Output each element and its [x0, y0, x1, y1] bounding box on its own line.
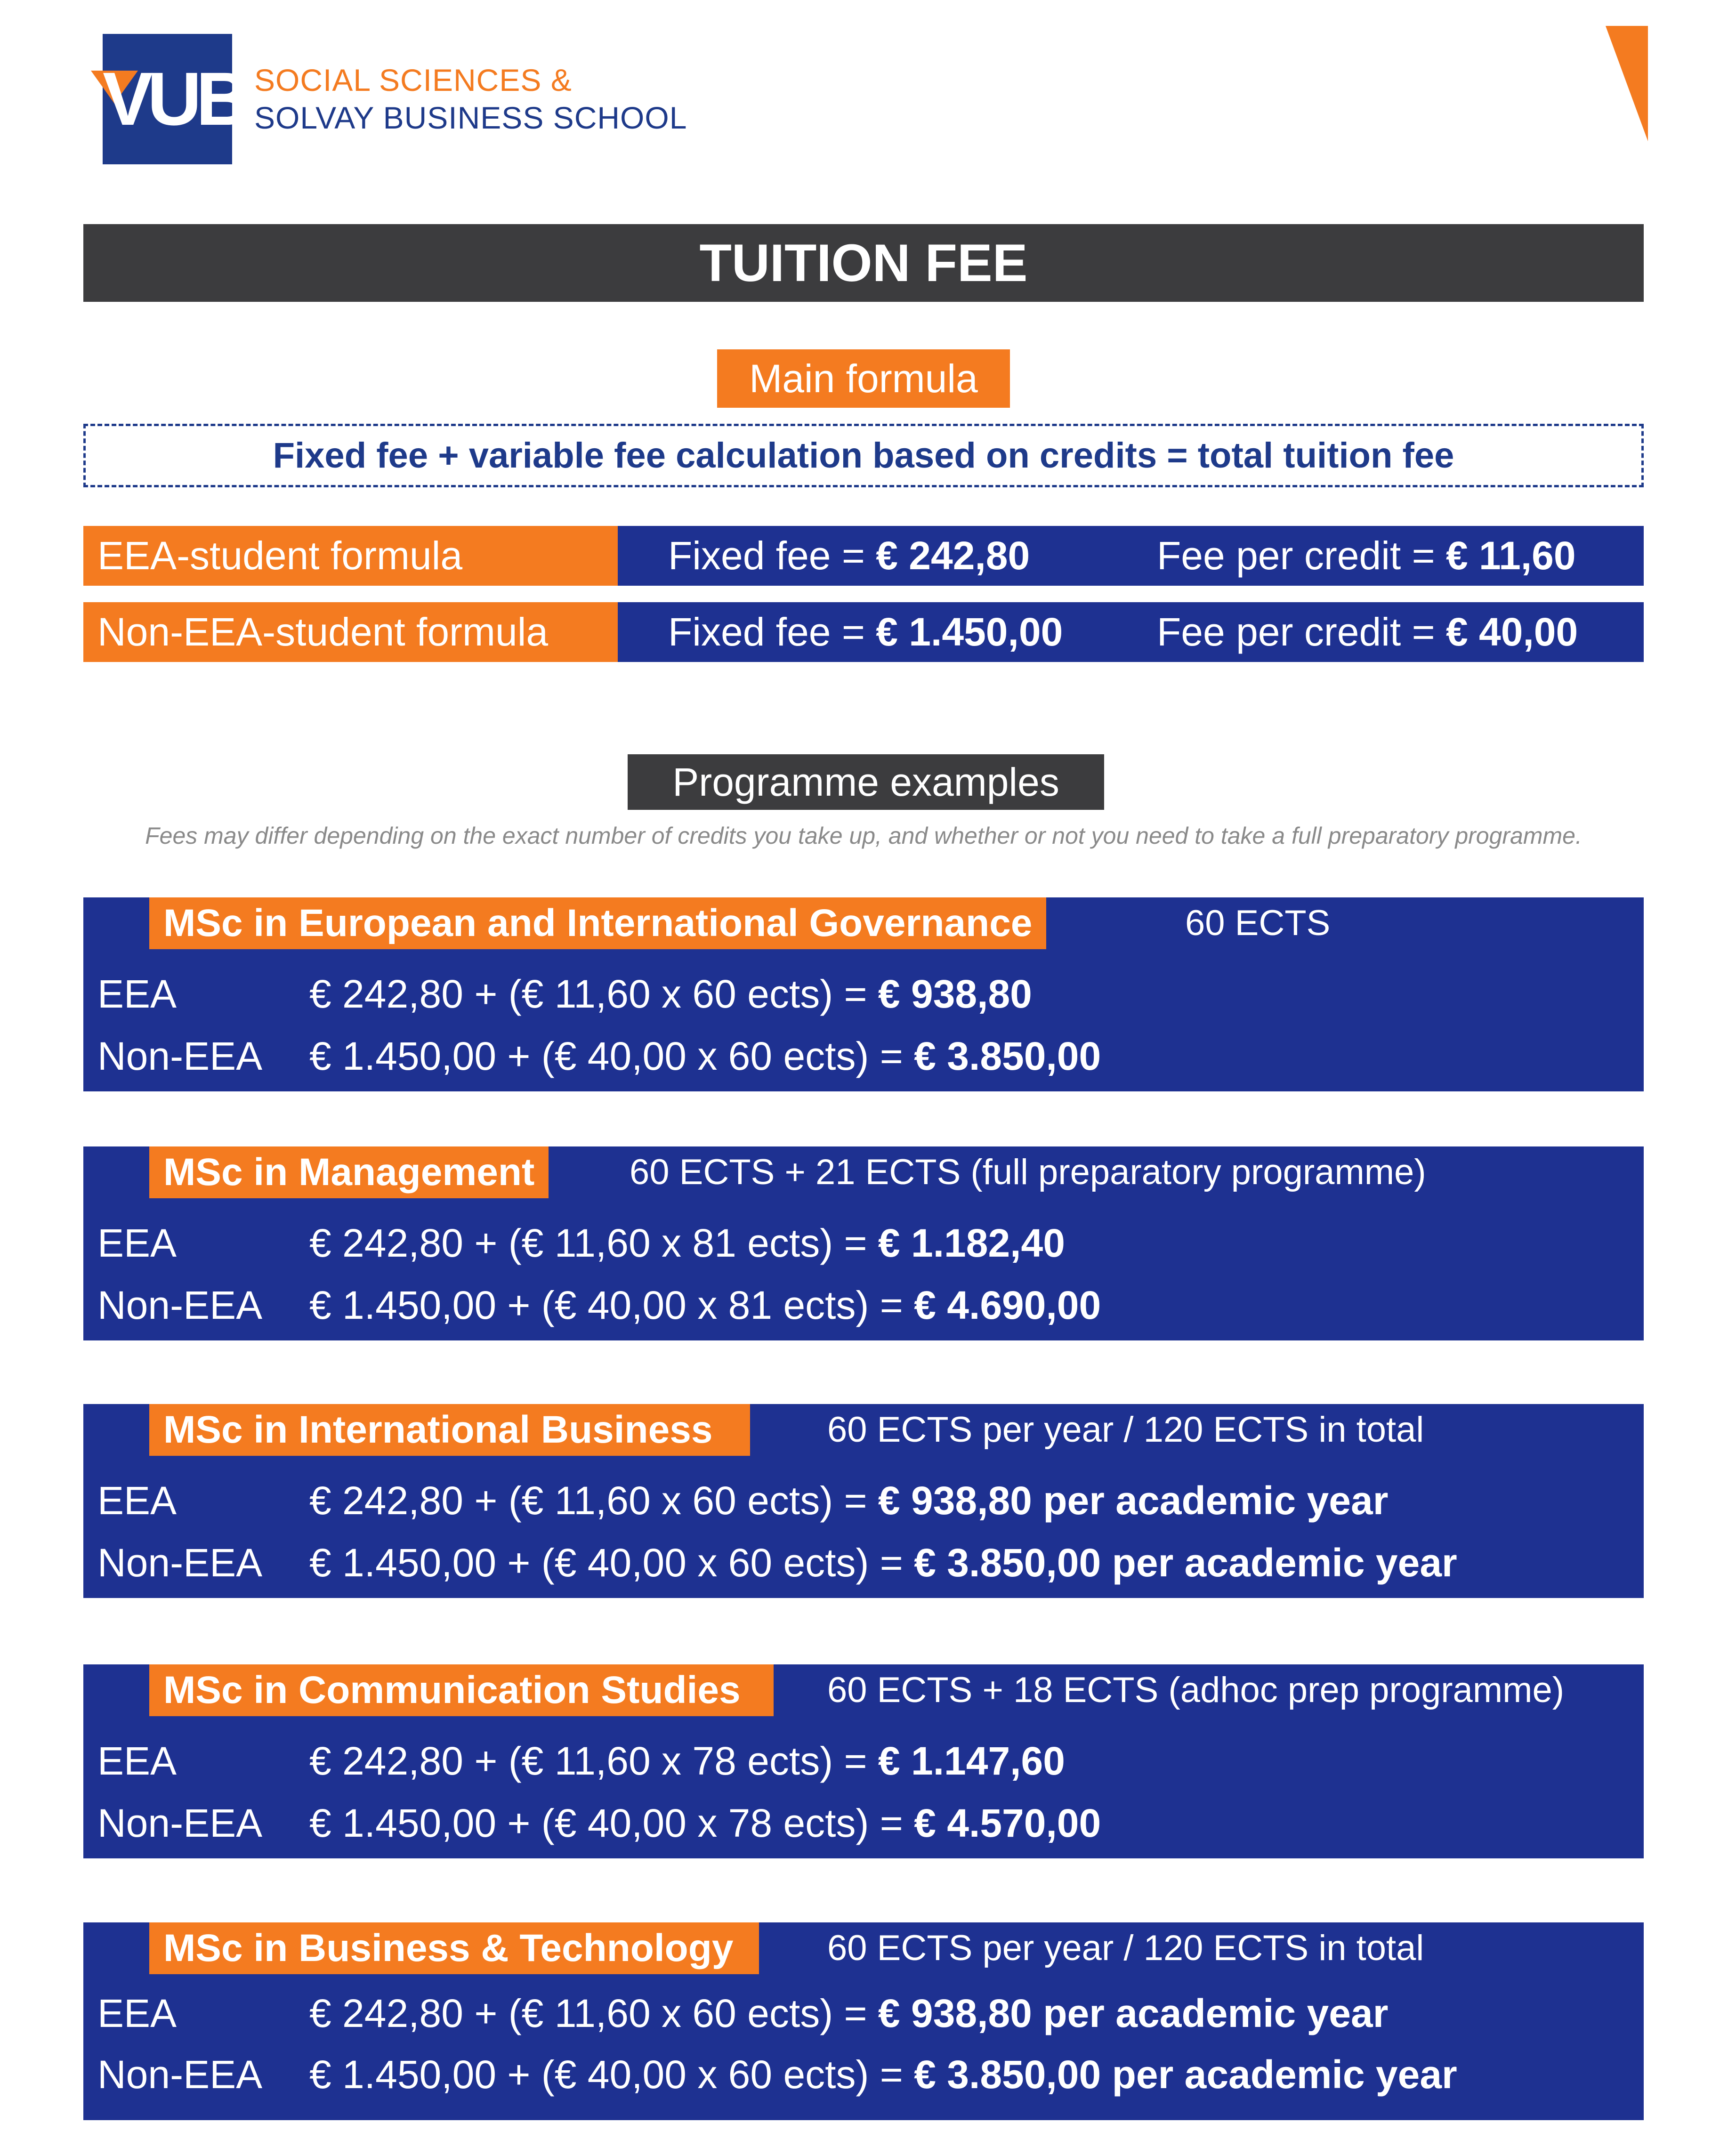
programme-ects: 60 ECTS + 18 ECTS (adhoc prep programme): [827, 1670, 1565, 1710]
programme-name: MSc in Communication Studies: [149, 1664, 774, 1716]
fee-category: Non-EEA: [97, 1283, 263, 1327]
main-formula-text: Fixed fee + variable fee calculation based on credits = total tuition fee: [83, 424, 1644, 487]
fee-line-eea: [97, 1475, 1388, 1526]
fee-row-non-eea: [83, 602, 1644, 662]
credit-fee: [1157, 602, 1578, 662]
fee-row-label: EEA-student formula: [83, 526, 618, 586]
fee-line-non-eea: [97, 2049, 1457, 2100]
fixed-fee-value: € 1.450,00: [876, 610, 1063, 654]
fee-line-non-eea: [97, 1537, 1457, 1589]
fee-calculation: € 1.450,00 + (€ 40,00 x 78 ects) =: [309, 1801, 914, 1845]
programme-ects: 60 ECTS per year / 120 ECTS in total: [827, 1928, 1424, 1968]
fee-line-eea: [97, 968, 1032, 1020]
programme-block: [83, 897, 1644, 1091]
page-title: TUITION FEE: [83, 224, 1644, 302]
credit-fee-value: € 11,60: [1445, 533, 1576, 578]
fee-line-eea: [97, 1987, 1388, 2039]
fixed-fee: [668, 602, 1063, 662]
fee-row-eea: [83, 526, 1644, 586]
fee-total: € 3.850,00 per academic year: [914, 2052, 1457, 2097]
programme-block: [83, 1664, 1644, 1858]
fee-category: Non-EEA: [97, 1541, 263, 1585]
fee-total: € 938,80 per academic year: [878, 1478, 1389, 1523]
fee-row-values: [618, 602, 1644, 662]
fee-calculation: € 1.450,00 + (€ 40,00 x 60 ects) =: [309, 1034, 914, 1078]
fee-category: EEA: [97, 1991, 177, 2035]
fee-row-values: [618, 526, 1644, 586]
programme-name: MSc in European and International Governance: [149, 897, 1046, 949]
fee-line-non-eea: [97, 1030, 1101, 1082]
fee-total: € 938,80 per academic year: [878, 1991, 1389, 2035]
fee-total: € 938,80: [878, 972, 1032, 1016]
fee-calculation: € 242,80 + (€ 11,60 x 81 ects) =: [309, 1221, 878, 1265]
fee-line-eea: [97, 1217, 1065, 1269]
fixed-fee: [668, 526, 1030, 586]
programme-ects: 60 ECTS: [1185, 903, 1331, 943]
faculty-name-line2: SOLVAY BUSINESS SCHOOL: [254, 100, 687, 135]
fee-category: EEA: [97, 1221, 177, 1265]
fee-total: € 4.690,00: [914, 1283, 1101, 1327]
fee-calculation: € 1.450,00 + (€ 40,00 x 81 ects) =: [309, 1283, 914, 1327]
fee-total: € 1.147,60: [878, 1739, 1065, 1783]
fee-total: € 1.182,40: [878, 1221, 1065, 1265]
programme-block: [83, 1146, 1644, 1340]
credit-fee-label: Fee per credit =: [1157, 610, 1446, 654]
fee-line-non-eea: [97, 1797, 1101, 1849]
fee-calculation: € 242,80 + (€ 11,60 x 60 ects) =: [309, 972, 878, 1016]
fixed-fee-label: Fixed fee =: [668, 610, 876, 654]
fixed-fee-label: Fixed fee =: [668, 533, 876, 578]
fee-category: Non-EEA: [97, 1801, 263, 1845]
logo-text: VUB: [103, 56, 245, 141]
programme-name: MSc in International Business: [149, 1404, 750, 1456]
fee-total: € 4.570,00: [914, 1801, 1101, 1845]
fee-calculation: € 1.450,00 + (€ 40,00 x 60 ects) =: [309, 2052, 914, 2097]
fee-calculation: € 242,80 + (€ 11,60 x 78 ects) =: [309, 1739, 878, 1783]
programme-block: [83, 1922, 1644, 2120]
fees-disclaimer: Fees may differ depending on the exact number of credits you take up, and whether or not you need to take a full preparatory programme.: [145, 823, 1582, 849]
fee-calculation: € 1.450,00 + (€ 40,00 x 60 ects) =: [309, 1541, 914, 1585]
fee-total: € 3.850,00: [914, 1034, 1101, 1078]
programme-name: MSc in Management: [149, 1146, 549, 1198]
main-formula-heading: Main formula: [717, 349, 1010, 408]
fee-category: EEA: [97, 972, 177, 1016]
fixed-fee-value: € 242,80: [876, 533, 1030, 578]
programme-examples-heading: Programme examples: [628, 754, 1104, 810]
programme-ects: 60 ECTS + 21 ECTS (full preparatory programme): [630, 1152, 1426, 1192]
programme-ects: 60 ECTS per year / 120 ECTS in total: [827, 1410, 1424, 1450]
fee-line-non-eea: [97, 1279, 1101, 1331]
fee-calculation: € 242,80 + (€ 11,60 x 60 ects) =: [309, 1991, 878, 2035]
fee-category: Non-EEA: [97, 2052, 263, 2097]
credit-fee: [1157, 526, 1576, 586]
faculty-name-line1: SOCIAL SCIENCES &: [254, 63, 572, 97]
fee-total: € 3.850,00 per academic year: [914, 1541, 1457, 1585]
fee-line-eea: [97, 1735, 1065, 1787]
credit-fee-value: € 40,00: [1445, 610, 1578, 654]
programme-block: [83, 1404, 1644, 1598]
fee-category: EEA: [97, 1739, 177, 1783]
fee-category: EEA: [97, 1478, 177, 1523]
programme-name: MSc in Business & Technology: [149, 1922, 759, 1974]
fee-calculation: € 242,80 + (€ 11,60 x 60 ects) =: [309, 1478, 878, 1523]
fee-row-label: Non-EEA-student formula: [83, 602, 618, 662]
corner-decoration: [1606, 26, 1648, 141]
credit-fee-label: Fee per credit =: [1157, 533, 1446, 578]
fee-category: Non-EEA: [97, 1034, 263, 1078]
